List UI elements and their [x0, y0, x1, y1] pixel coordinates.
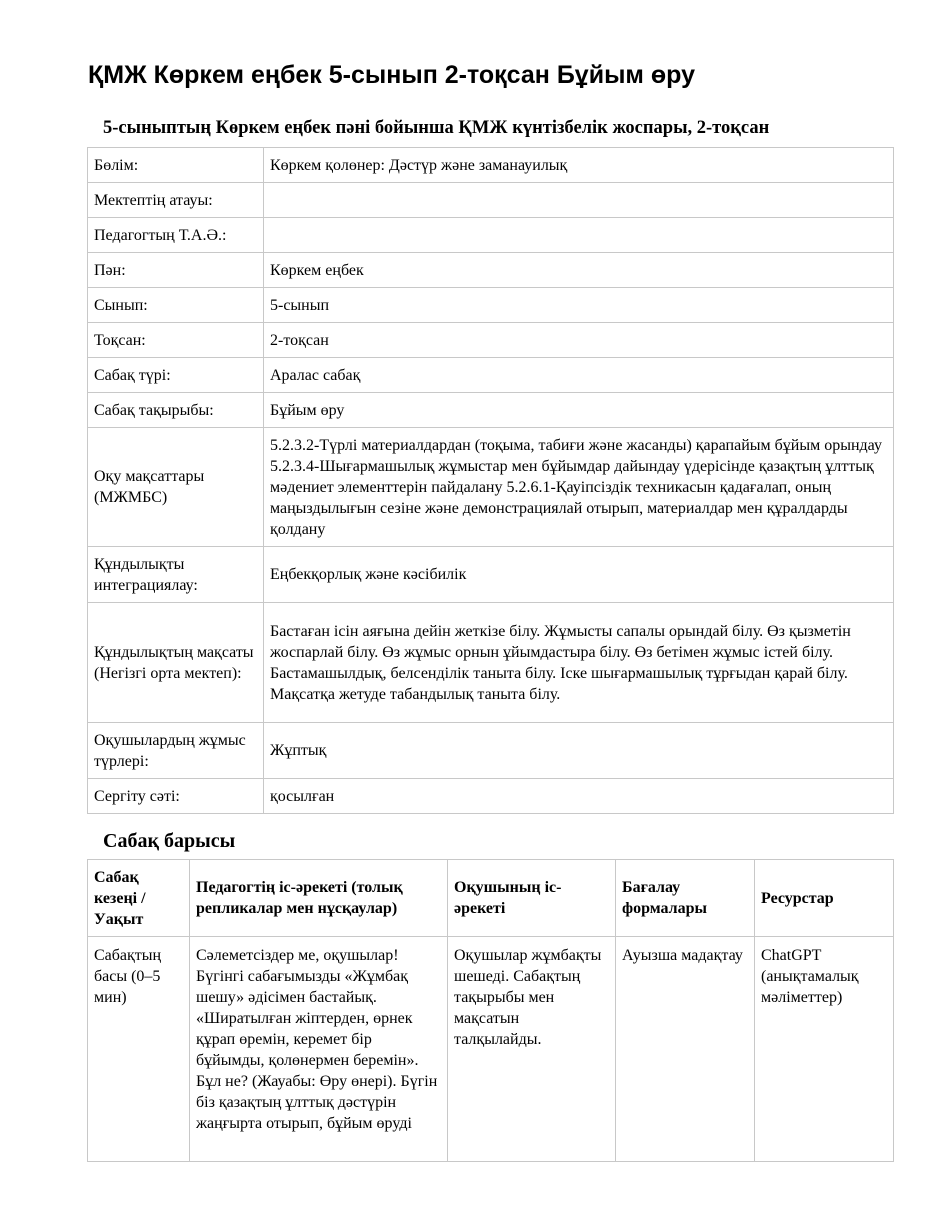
info-row-school: [88, 183, 894, 218]
table-row: [88, 937, 894, 1162]
lesson-info-table: [87, 147, 894, 814]
info-key: Бөлім:: [88, 148, 264, 183]
info-value: 5-сынып: [264, 288, 894, 323]
info-value: Аралас сабақ: [264, 358, 894, 393]
info-row-value-integration: [88, 547, 894, 603]
header-assessment: Бағалау формалары: [616, 860, 755, 937]
cell-teacher-activity: Сәлеметсіздер ме, оқушылар! Бүгінгі сабағымызды «Жұмбақ шешу» әдісімен бастайық. «Ширатылған жіптерден, өрнек құрап өремін, керемет бір бұйымды, қолөнермен беремін». Бұл не? (Жауабы: Өру өнері). Бүгін біз қазақтың ұлттық дәстүрін жаңғырта отырып, бұйым өруді: [190, 937, 448, 1162]
info-key: Оқушылардың жұмыс түрлері:: [88, 723, 264, 779]
info-key: Оқу мақсаттары (МЖМБС): [88, 428, 264, 547]
info-row-topic: [88, 393, 894, 428]
info-value: қосылған: [264, 779, 894, 814]
document-subtitle: 5-сыныптың Көркем еңбек пәні бойынша ҚМЖ күнтізбелік жоспары, 2-тоқсан: [103, 118, 770, 138]
lesson-flow-heading: Сабақ барысы: [103, 830, 236, 852]
header-student-activity: Оқушының іс-әрекеті: [448, 860, 616, 937]
document-title: ҚМЖ Көркем еңбек 5-сынып 2-тоқсан Бұйым өру: [88, 61, 695, 89]
lesson-flow-table: [87, 859, 894, 1162]
info-row-subject: [88, 253, 894, 288]
info-row-value-goal: [88, 603, 894, 723]
info-key: Педагогтың Т.А.Ә.:: [88, 218, 264, 253]
info-value: 2-тоқсан: [264, 323, 894, 358]
info-key: Құндылықты интеграциялау:: [88, 547, 264, 603]
info-value: [264, 218, 894, 253]
lesson-flow-header-row: [88, 860, 894, 937]
info-value: Жұптық: [264, 723, 894, 779]
info-key: Тоқсан:: [88, 323, 264, 358]
info-key: Сабақ тақырыбы:: [88, 393, 264, 428]
info-value: Көркем қолөнер: Дәстүр және заманауилық: [264, 148, 894, 183]
cell-resources: ChatGPT (анықтамалық мәліметтер): [755, 937, 894, 1162]
info-key: Сынып:: [88, 288, 264, 323]
info-value: [264, 183, 894, 218]
info-row-section: [88, 148, 894, 183]
header-teacher-activity: Педагогтің іс-әрекеті (толық репликалар мен нұсқаулар): [190, 860, 448, 937]
info-key: Құндылықтың мақсаты (Негізгі орта мектеп):: [88, 603, 264, 723]
info-key: Сергіту сәті:: [88, 779, 264, 814]
info-value: Бастаған ісін аяғына дейін жеткізе білу. Жұмысты сапалы орындай білу. Өз қызметін жоспарлай білу. Өз жұмыс орнын ұйымдастыра білу. Өз бетімен жұмыс істей білу. Бастамашылдық, белсенділік таныта білу. Іске шығармашылық тұрғыдан қарай білу. Мақсатқа жетуде табандылық таныта білу.: [264, 603, 894, 723]
info-key: Пән:: [88, 253, 264, 288]
info-value: 5.2.3.2-Түрлі материалдардан (тоқыма, табиғи және жасанды) қарапайым бұйым орындау 5.2.3.4-Шығармашылық жұмыстар мен бұйымдар дайындау үдерісінде қазақтың ұлттық мәдениет элементтерін пайдалану 5.2.6.1-Қауіпсіздік техникасын қадағалап, оның маңыздылығын сезіне және демонстрациялай отырып, материалдар мен құралдарды қолдану: [264, 428, 894, 547]
info-row-break: [88, 779, 894, 814]
info-row-teacher: [88, 218, 894, 253]
info-row-work-types: [88, 723, 894, 779]
header-resources: Ресурстар: [755, 860, 894, 937]
cell-assessment: Ауызша мадақтау: [616, 937, 755, 1162]
cell-student-activity: Оқушылар жұмбақты шешеді. Сабақтың тақырыбы мен мақсатын талқылайды.: [448, 937, 616, 1162]
info-row-quarter: [88, 323, 894, 358]
info-key: Мектептің атауы:: [88, 183, 264, 218]
info-value: Көркем еңбек: [264, 253, 894, 288]
info-key: Сабақ түрі:: [88, 358, 264, 393]
info-value: Еңбекқорлық және кәсібилік: [264, 547, 894, 603]
info-row-lesson-type: [88, 358, 894, 393]
info-row-grade: [88, 288, 894, 323]
info-row-objectives: [88, 428, 894, 547]
info-value: Бұйым өру: [264, 393, 894, 428]
header-stage-time: Сабақ кезеңі / Уақыт: [88, 860, 190, 937]
cell-stage: Сабақтың басы (0–5 мин): [88, 937, 190, 1162]
